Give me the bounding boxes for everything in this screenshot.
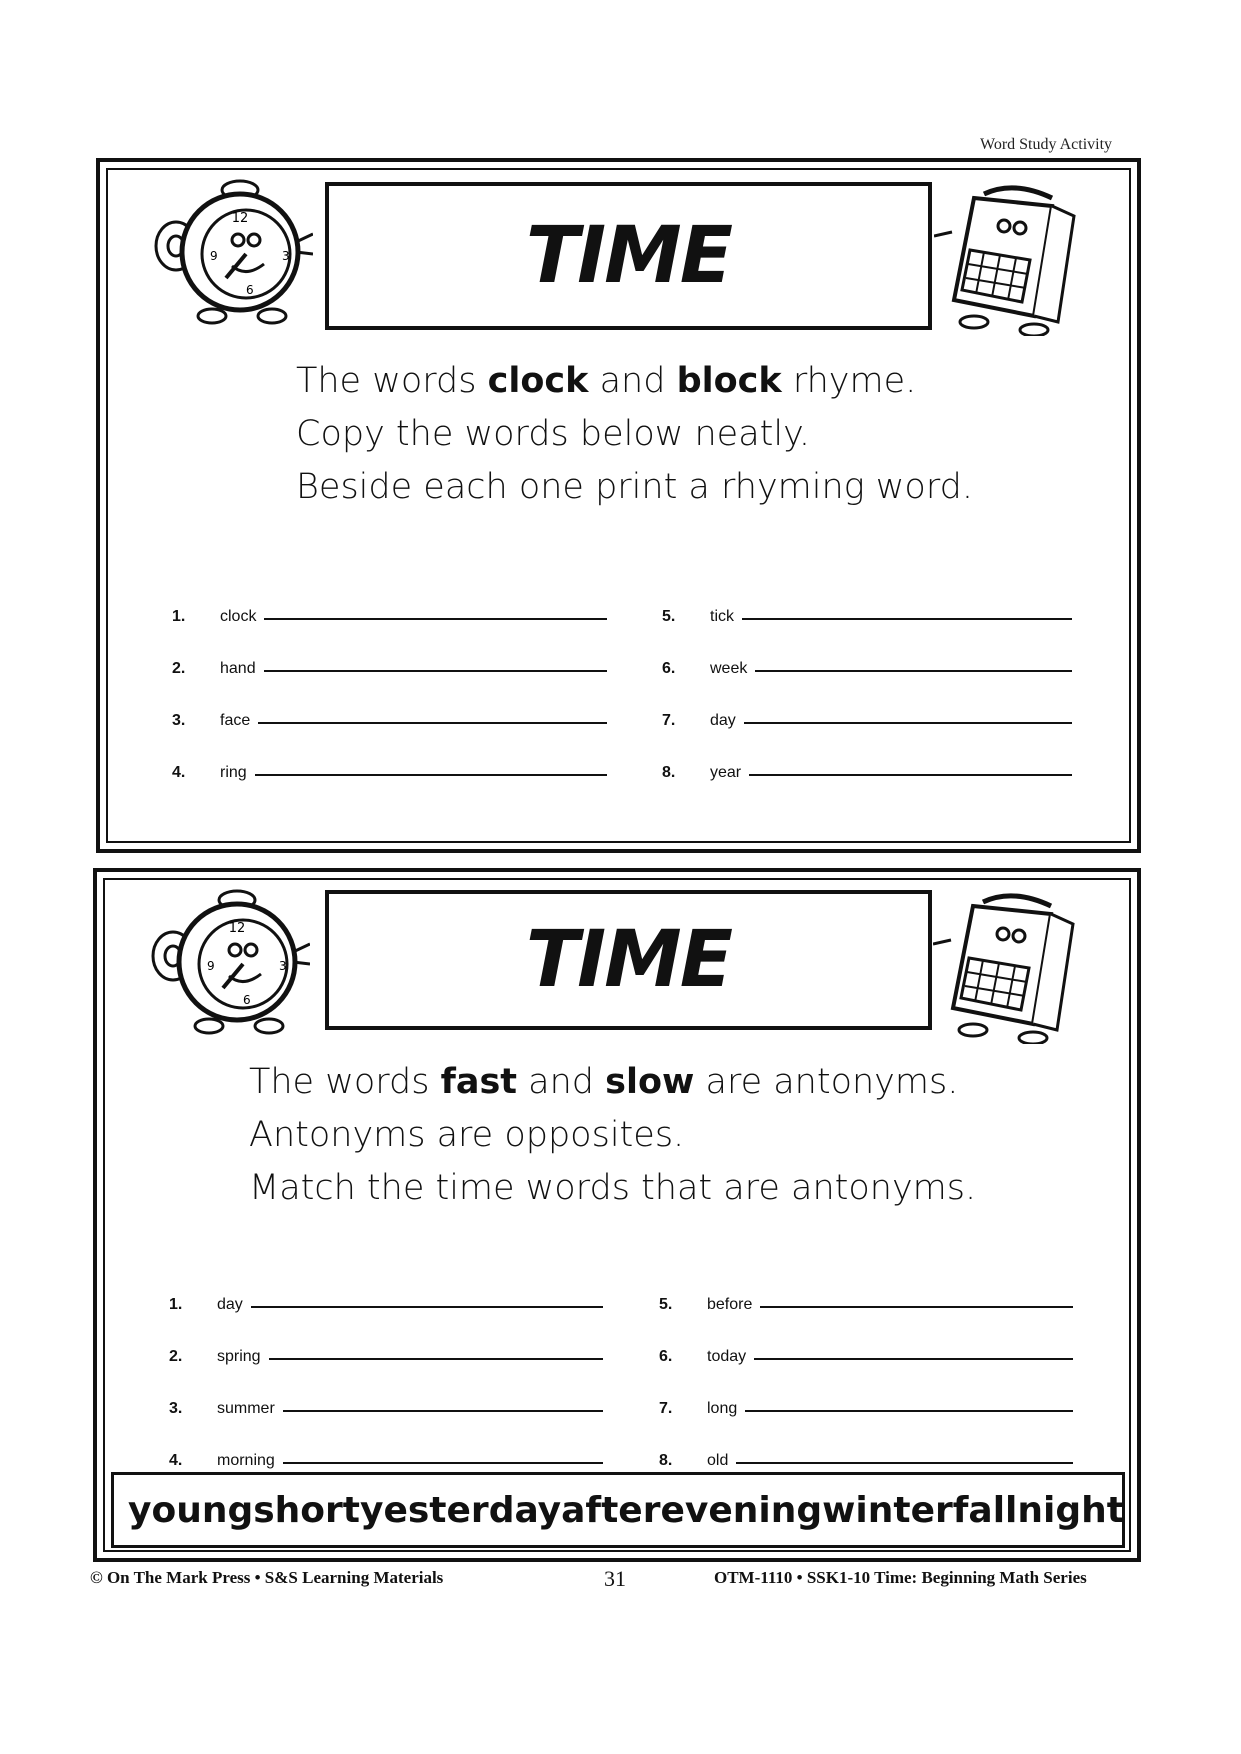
answer-line[interactable] bbox=[255, 773, 607, 776]
answer-line[interactable] bbox=[742, 617, 1072, 620]
rhyme-panel bbox=[96, 158, 1141, 853]
list-item: 6. week bbox=[662, 632, 1072, 678]
instructions bbox=[249, 1056, 976, 1215]
instructions bbox=[296, 355, 973, 514]
footer-series: OTM-1110 • SSK1-10 Time: Beginning Math Series bbox=[714, 1568, 1087, 1587]
svg-text:3: 3 bbox=[282, 249, 290, 263]
answer-line[interactable] bbox=[736, 1461, 1073, 1464]
answer-line[interactable] bbox=[264, 669, 607, 672]
alarm-clock-character-icon bbox=[148, 174, 313, 334]
word-bank-item: young bbox=[128, 1489, 254, 1531]
list-item: 3. face bbox=[172, 684, 607, 730]
list-item: 1. day bbox=[169, 1268, 603, 1314]
calendar-character-icon bbox=[933, 884, 1093, 1044]
list-item: 2. spring bbox=[169, 1320, 603, 1366]
answer-line[interactable] bbox=[283, 1409, 603, 1412]
antonym-panel bbox=[93, 868, 1141, 1562]
calendar-character-icon bbox=[934, 176, 1094, 336]
word-bank-item: short bbox=[253, 1489, 360, 1531]
list-item: 1. clock bbox=[172, 580, 607, 626]
word-bank-item: yesterday bbox=[360, 1489, 562, 1531]
list-item: 7. long bbox=[659, 1372, 1073, 1418]
answer-line[interactable] bbox=[269, 1357, 603, 1360]
svg-text:9: 9 bbox=[207, 959, 215, 973]
instruction-line: The words clock and block rhyme. bbox=[296, 361, 917, 401]
list-item: 7. day bbox=[662, 684, 1072, 730]
instruction-line: The words fast and slow are antonyms. bbox=[249, 1062, 959, 1102]
svg-text:12: 12 bbox=[231, 211, 249, 226]
answer-line[interactable] bbox=[749, 773, 1072, 776]
answer-line[interactable] bbox=[264, 617, 607, 620]
page-title: TIME bbox=[525, 915, 732, 1005]
svg-text:3: 3 bbox=[279, 959, 287, 973]
answer-line[interactable] bbox=[754, 1357, 1073, 1360]
word-bank-item: evening bbox=[660, 1489, 823, 1531]
footer-copyright: © On The Mark Press • S&S Learning Materials bbox=[90, 1568, 444, 1587]
alarm-clock-character-icon bbox=[145, 884, 310, 1044]
answer-line[interactable] bbox=[258, 721, 607, 724]
list-item: 4. ring bbox=[172, 736, 607, 782]
title-box bbox=[325, 182, 932, 330]
instruction-line: Copy the words below neatly. bbox=[296, 414, 810, 454]
answer-line[interactable] bbox=[755, 669, 1072, 672]
page-number: 31 bbox=[604, 1566, 626, 1591]
list-item: 4. morning bbox=[169, 1424, 603, 1470]
answer-line[interactable] bbox=[745, 1409, 1073, 1412]
list-item: 8. old bbox=[659, 1424, 1073, 1470]
answer-line[interactable] bbox=[744, 721, 1072, 724]
answer-line[interactable] bbox=[283, 1461, 603, 1464]
page-title: TIME bbox=[525, 211, 732, 301]
svg-text:12: 12 bbox=[228, 921, 246, 936]
svg-text:6: 6 bbox=[243, 993, 251, 1007]
answer-line[interactable] bbox=[760, 1305, 1073, 1308]
list-item: 8. year bbox=[662, 736, 1072, 782]
activity-label: Word Study Activity bbox=[980, 136, 1113, 153]
word-bank bbox=[111, 1472, 1125, 1548]
list-item: 2. hand bbox=[172, 632, 607, 678]
instruction-line: Beside each one print a rhyming word. bbox=[296, 467, 973, 507]
list-item: 5. before bbox=[659, 1268, 1073, 1314]
svg-text:9: 9 bbox=[210, 249, 218, 263]
word-bank-item: winter bbox=[822, 1489, 953, 1531]
title-box bbox=[325, 890, 932, 1030]
list-item: 3. summer bbox=[169, 1372, 603, 1418]
list-item: 5. tick bbox=[662, 580, 1072, 626]
list-item: 6. today bbox=[659, 1320, 1073, 1366]
svg-text:6: 6 bbox=[246, 283, 254, 297]
word-bank-item: after bbox=[561, 1489, 661, 1531]
instruction-line: Antonyms are opposites. bbox=[249, 1115, 685, 1155]
instruction-line: Match the time words that are antonyms. bbox=[249, 1168, 977, 1208]
word-bank-item: fall bbox=[952, 1489, 1018, 1531]
word-bank-item: night bbox=[1017, 1489, 1124, 1531]
answer-line[interactable] bbox=[251, 1305, 603, 1308]
